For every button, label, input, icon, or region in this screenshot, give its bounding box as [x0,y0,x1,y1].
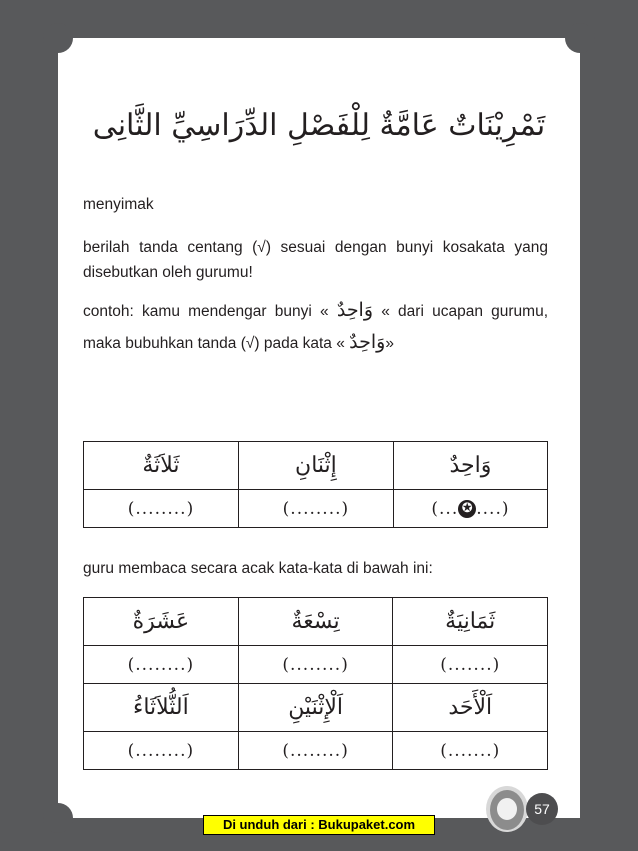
word-cell: وَاحِدٌ [393,442,547,490]
word-cell: اَلْإِثْنَيْنِ [238,684,393,732]
word-cell: تِسْعَةٌ [238,598,393,646]
page-corner-notch [565,23,595,53]
answer-cell[interactable]: (........) [238,732,393,770]
answer-cell[interactable]: (........) [84,732,239,770]
answer-cell[interactable]: (.......) [393,732,548,770]
page-corner-notch [43,803,73,833]
example-part2: « dari ucapan gurumu, maka bubuhkan tanda (√) pada kata « [83,303,549,352]
student-avatar-icon [486,786,528,832]
page-number: 57 [526,793,558,825]
answer-cell[interactable]: (.......) [393,646,548,684]
word-cell: اَلْأَحَد [393,684,548,732]
word-cell: إِثْنَانِ [238,442,393,490]
word-cell: ثَمَانِيَةٌ [393,598,548,646]
answer-cell[interactable]: (........) [238,490,393,528]
avatar-face [497,798,517,820]
word-cell: عَشَرَةٌ [84,598,239,646]
answer-left: (... [431,498,459,519]
section-label: menyimak [83,196,154,213]
answer-cell[interactable]: (........) [84,490,239,528]
word-cell: ثَلاَثَةٌ [84,442,239,490]
book-title: Buku Siswa Kelas 1 MI [318,800,451,815]
example-word2: وَاحِدٌ [349,331,386,353]
answer-right: ....) [476,498,510,519]
instruction-text: berilah tanda centang (√) sesuai dengan bunyi kosakata yang disebutkan oleh gurumu! [83,239,548,281]
answer-cell[interactable]: (........) [238,646,393,684]
page-title: تَمْرِيْنَاتٌ عَامَّةٌ لِلْفَصْلِ الدِّرَاسِيِّ الثَّانِى [92,108,546,143]
page-corner-notch [43,23,73,53]
instruction2-text: guru membaca secara acak kata-kata di bawah ini: [83,560,433,577]
example-part3: » [385,335,394,352]
answer-cell[interactable]: (........) [84,646,239,684]
download-note-link[interactable]: Di unduh dari : Bukupaket.com [203,815,435,835]
answer-cell-marked[interactable] [393,490,547,528]
word-cell: اَلثُّلاَثَاءُ [84,684,239,732]
listening-table [83,597,548,770]
example-text [83,295,548,359]
example-table [83,441,548,528]
example-part1: contoh: kamu mendengar bunyi « [83,303,337,320]
star-icon: ✪ [458,500,476,518]
example-word1: وَاحِدٌ [336,299,374,321]
